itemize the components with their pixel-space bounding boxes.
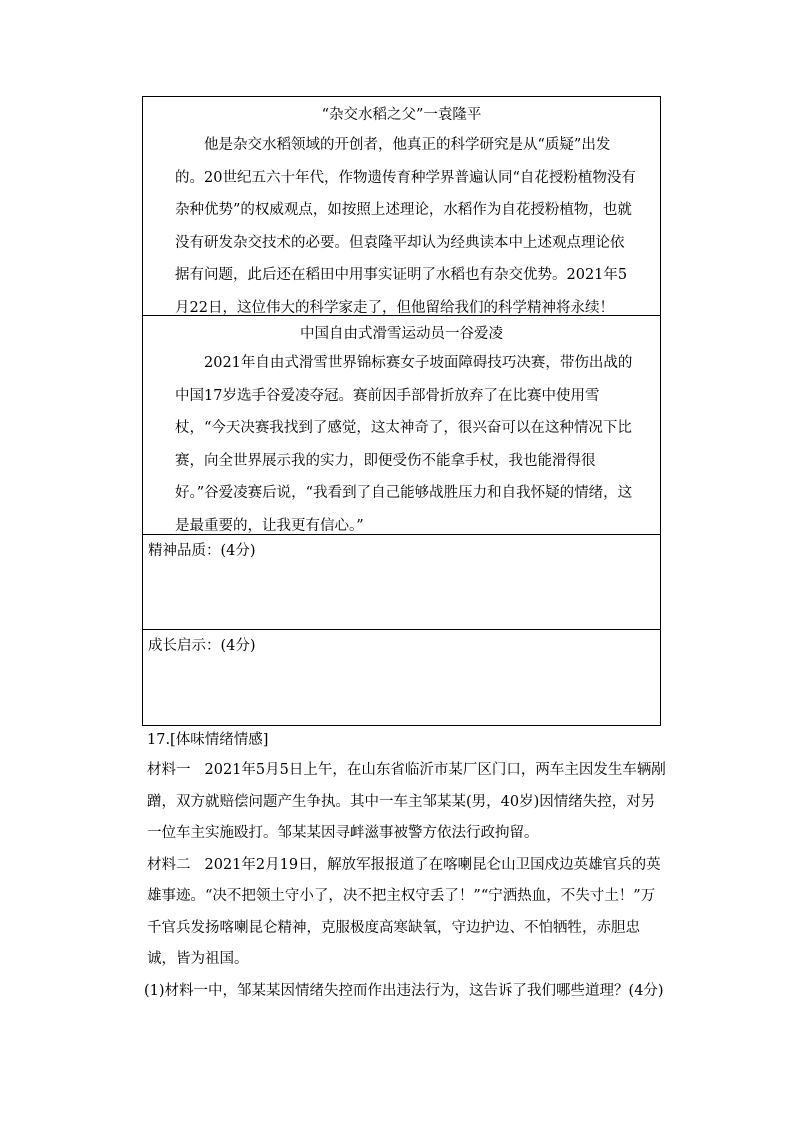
- sub-question-1: (1)材料一中，邹某某因情绪失控而作出违法行为，这告诉了我们哪些道理？(4分): [144, 982, 664, 999]
- profile-cell-yuan-longping: [143, 97, 660, 316]
- profile-title: 中国自由式滑雪运动员一谷爱凌: [300, 326, 503, 342]
- profile-title: “杂交水稻之父”一袁隆平: [321, 107, 482, 123]
- profile-body: 他是杂交水稻领域的开创者，他真正的科学研究是从“质疑”出发的。20世纪五六十年代，作物遗传育种学界普遍认同“自花授粉植物没有杂种优势”的权威观点，如按照上述理论，水稻作为自花授粉植物，也就没有研发杂交技术的必要。但袁隆平却认为经典读本中上述观点理论依据有问题，此后还在稻田中用事实证明了水稻也有杂交优势。2021年5月22日，这位伟大的科学家走了，但他留给我们的科学精神将永续！: [175, 137, 636, 316]
- growth-prompt: 成长启示：(4分): [148, 638, 256, 654]
- question-17: [144, 730, 667, 1007]
- profile-cell-gu-ailing: [143, 316, 660, 535]
- spirit-prompt: 精神品质：(4分): [148, 543, 256, 559]
- material-label: 材料二: [147, 856, 191, 873]
- question-heading: 17.[体味情绪情感]: [147, 732, 269, 748]
- material-text: 2021年5月5日上午，在山东省临沂市某厂区门口，两车主因发生车辆剐蹭，双方就赔偿问题产生争执。其中一车主邹某某(男，40岁)因情绪失控，对另一位车主实施殴打。邹某某因寻衅滋事被警方依法行政拘留。: [147, 762, 666, 841]
- answer-cell-spirit[interactable]: [143, 535, 660, 630]
- material-one: [147, 755, 667, 850]
- profile-body: 2021年自由式滑雪世界锦标赛女子坡面障碍技巧决赛，带伤出战的中国17岁选手谷爱凌夺冠。赛前因手部骨折放弃了在比赛中使用雪杖，“今天决赛我找到了感觉，这太神奇了，很兴奋可以在这种情况下比赛，向全世界展示我的实力，即便受伤不能拿手杖，我也能滑得很好。”谷爱凌赛后说，“我看到了自己能够战胜压力和自我怀疑的情绪，这是最重要的，让我更有信心。”: [175, 355, 633, 534]
- material-two: [147, 850, 667, 976]
- material-label: 材料一: [147, 762, 191, 778]
- profiles-table: [142, 96, 661, 726]
- answer-cell-growth[interactable]: [143, 630, 660, 725]
- material-text: 2021年2月19日，解放军报报道了在喀喇昆仑山卫国戍边英雄官兵的英雄事迹。“决不把领土守小了，决不把主权守丢了！”“宁洒热血，不失寸土！”万千官兵发扬喀喇昆仑精神，克服极度高寒缺氧，守边护边、不怕牺牲，赤胆忠诚，皆为祖国。: [147, 856, 661, 967]
